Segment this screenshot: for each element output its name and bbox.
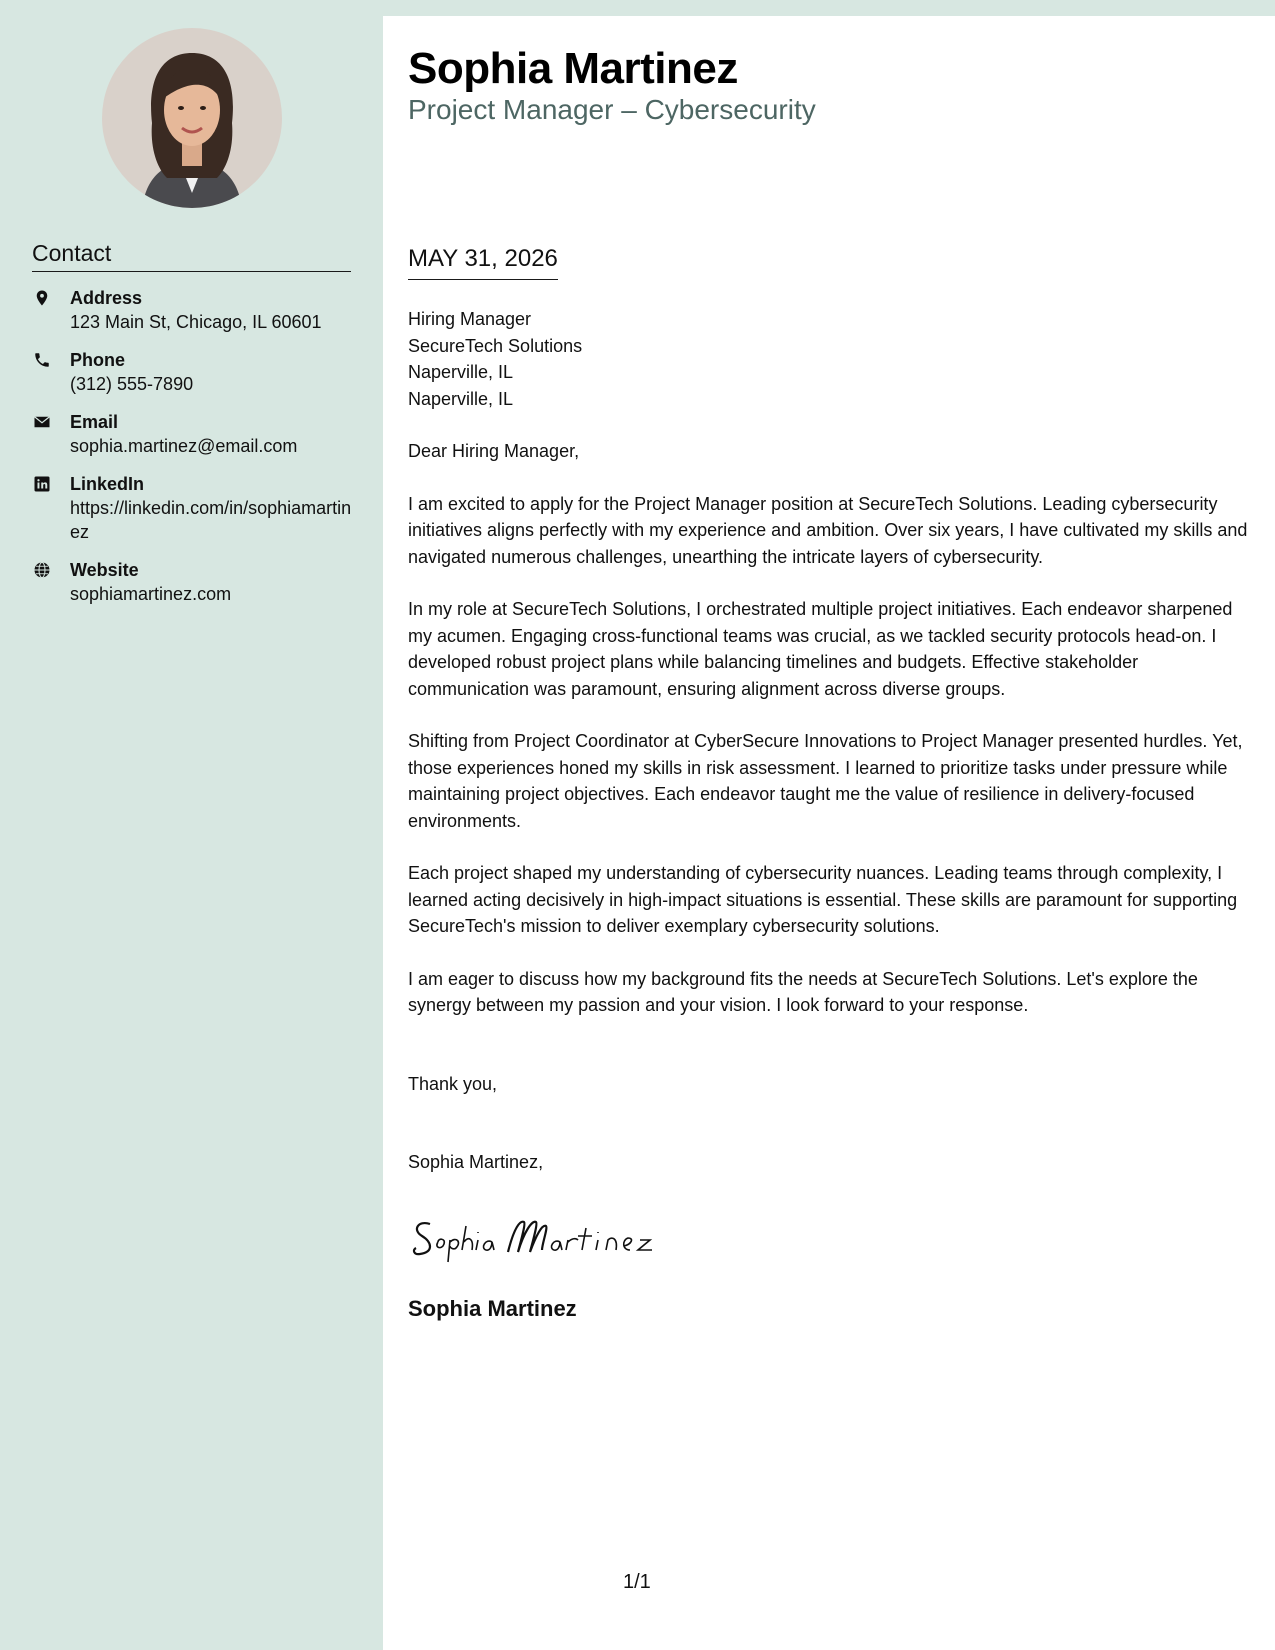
paragraph: Each project shaped my understanding of cybersecurity nuances. Leading teams through complexity, I learned acting decisively in high-impact situations is essential. These skills are paramount for supporting SecureTech's mission to deliver exemplary cybersecurity solutions.: [408, 863, 1238, 936]
contact-item-address: [32, 286, 352, 334]
contact-list: [32, 286, 352, 620]
recipient-line: SecureTech Solutions: [408, 335, 583, 356]
phone-icon: [32, 350, 52, 370]
recipient-block: [408, 306, 1248, 412]
contact-item-linkedin: [32, 472, 352, 544]
applicant-name: Sophia Martinez: [408, 44, 738, 93]
recipient-line: Hiring Manager: [408, 309, 532, 329]
page-number: 1/1: [623, 1571, 651, 1593]
printed-name: Sophia Martinez: [408, 1296, 577, 1321]
map-pin-icon: [32, 288, 52, 308]
sign-off-name: Sophia Martinez,: [408, 1152, 544, 1172]
contact-label: Website: [70, 560, 139, 580]
contact-label: Address: [70, 288, 143, 308]
portrait-image: [102, 28, 282, 208]
sidebar: [0, 0, 383, 1650]
address-value: 123 Main St, Chicago, IL 60601: [70, 312, 322, 332]
globe-icon: [32, 560, 52, 580]
handwritten-signature: [408, 1208, 668, 1268]
paragraph: Shifting from Project Coordinator at CyberSecure Innovations to Project Manager presented hurdles. Yet, those experiences honed my skills in risk assessment. I learned to prioritize tasks under pressure while maintaining project objectives. Each endeavor taught me the value of resilience in delivery-focused environments.: [408, 731, 1243, 831]
contact-heading: Contact: [32, 240, 351, 272]
linkedin-icon: [32, 474, 52, 494]
letter-main: [383, 16, 1275, 1650]
contact-item-phone: [32, 348, 352, 396]
linkedin-value[interactable]: https://linkedin.com/in/sophiamartinez: [70, 498, 352, 542]
contact-label: Phone: [70, 350, 126, 370]
envelope-icon: [32, 412, 52, 432]
contact-item-email: [32, 410, 352, 458]
applicant-title: Project Manager – Cybersecurity: [408, 94, 816, 125]
email-value[interactable]: sophia.martinez@email.com: [70, 436, 298, 456]
contact-label: LinkedIn: [70, 474, 145, 494]
paragraph: I am eager to discuss how my background fits the needs at SecureTech Solutions. Let's explore the synergy between my passion and your vision. I look forward to your response.: [408, 968, 1198, 1015]
contact-item-website: [32, 558, 352, 606]
letter-date: MAY 31, 2026: [408, 245, 558, 280]
salutation: Dear Hiring Manager,: [408, 441, 580, 461]
website-value[interactable]: sophiamartinez.com: [70, 584, 232, 604]
recipient-line: Naperville, IL: [408, 388, 514, 409]
profile-photo: [102, 28, 282, 208]
recipient-line: Naperville, IL: [408, 362, 514, 382]
contact-label: Email: [70, 412, 119, 432]
paragraph: I am excited to apply for the Project Manager position at SecureTech Solutions. Leading cybersecurity initiatives aligns perfectly with my experience and ambition. Over six years, I have cultivated my skills and navigated numerous challenges, unearthing the intricate layers of cybersecurity.: [408, 493, 1248, 567]
closing: Thank you,: [408, 1074, 498, 1094]
phone-value[interactable]: (312) 555-7890: [70, 374, 194, 394]
paragraph: In my role at SecureTech Solutions, I orchestrated multiple project initiatives. Each endeavor sharpened my acumen. Engaging cross-functional teams was crucial, as we tackled security protocols head-on. I developed robust project plans while balancing timelines and budgets. Effective stakeholder communication was paramount, ensuring alignment across diverse groups.: [408, 599, 1233, 699]
letter-body: [408, 438, 1260, 1045]
